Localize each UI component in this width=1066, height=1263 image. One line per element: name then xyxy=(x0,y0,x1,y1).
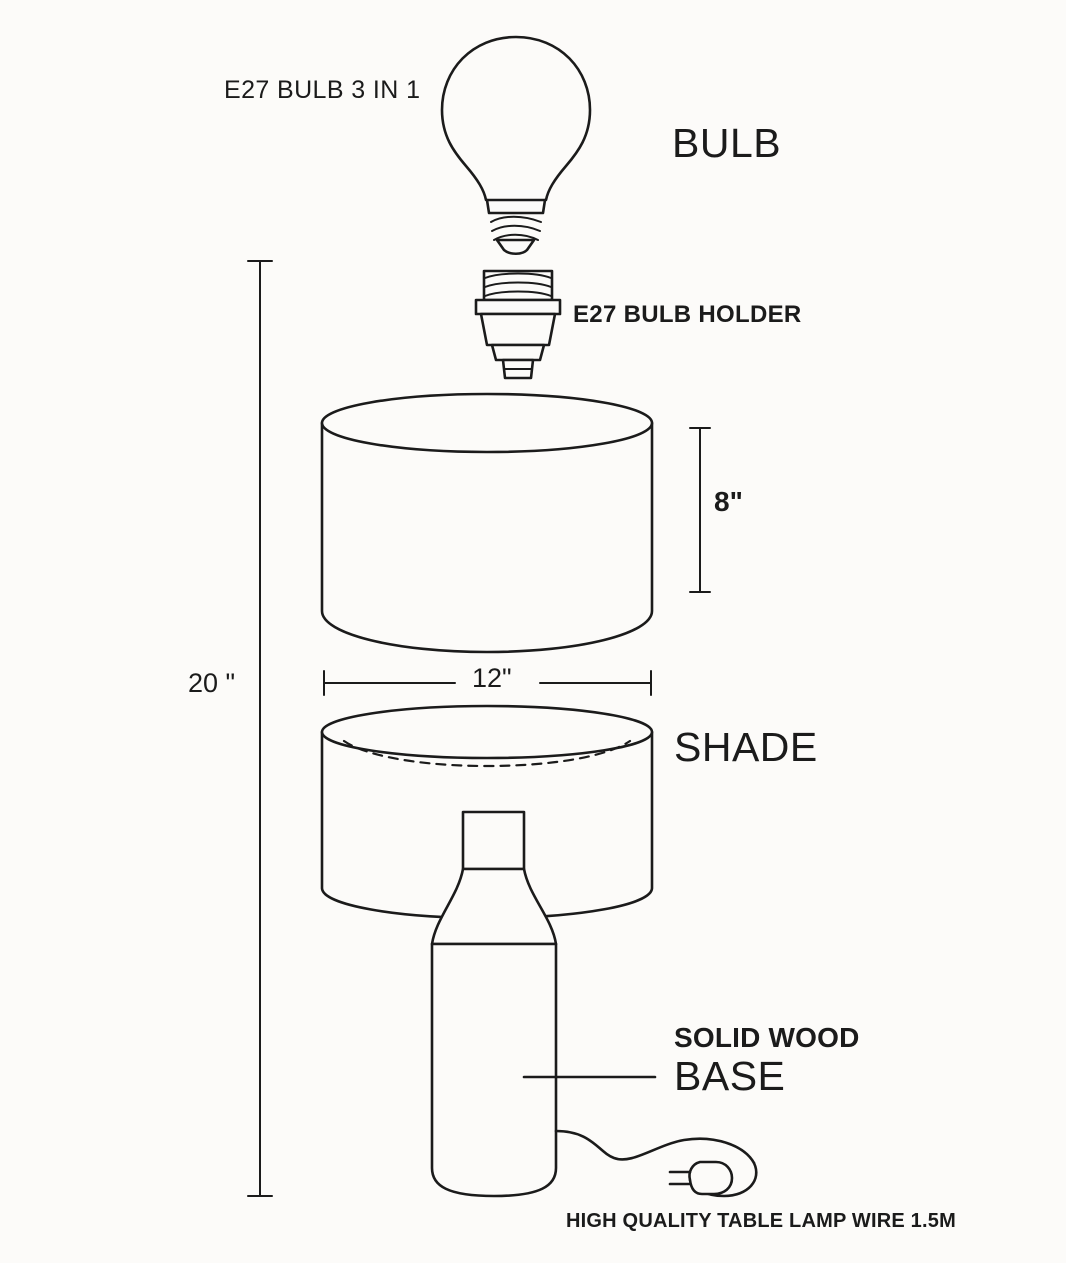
shade-label: SHADE xyxy=(674,724,818,770)
wire-label: HIGH QUALITY TABLE LAMP WIRE 1.5M xyxy=(566,1210,956,1232)
shade-height-dimension-label: 8" xyxy=(714,486,743,517)
bulb-holder-illustration xyxy=(476,271,560,378)
dimension-shade-height xyxy=(690,428,710,592)
bulb-spec-label: E27 BULB 3 IN 1 xyxy=(224,76,421,104)
dimension-total-height xyxy=(248,261,272,1196)
base-label: BASE xyxy=(674,1053,786,1099)
base-material-label: SOLID WOOD xyxy=(674,1022,860,1053)
power-cord-illustration xyxy=(556,1131,756,1196)
total-height-dimension-label: 20 " xyxy=(188,668,236,698)
shade-width-dimension-label: 12" xyxy=(472,663,512,693)
bulb-label: BULB xyxy=(672,120,782,166)
bulb-illustration xyxy=(442,37,590,254)
bulb-holder-label: E27 BULB HOLDER xyxy=(573,301,802,328)
shade-upper-illustration xyxy=(322,394,652,652)
